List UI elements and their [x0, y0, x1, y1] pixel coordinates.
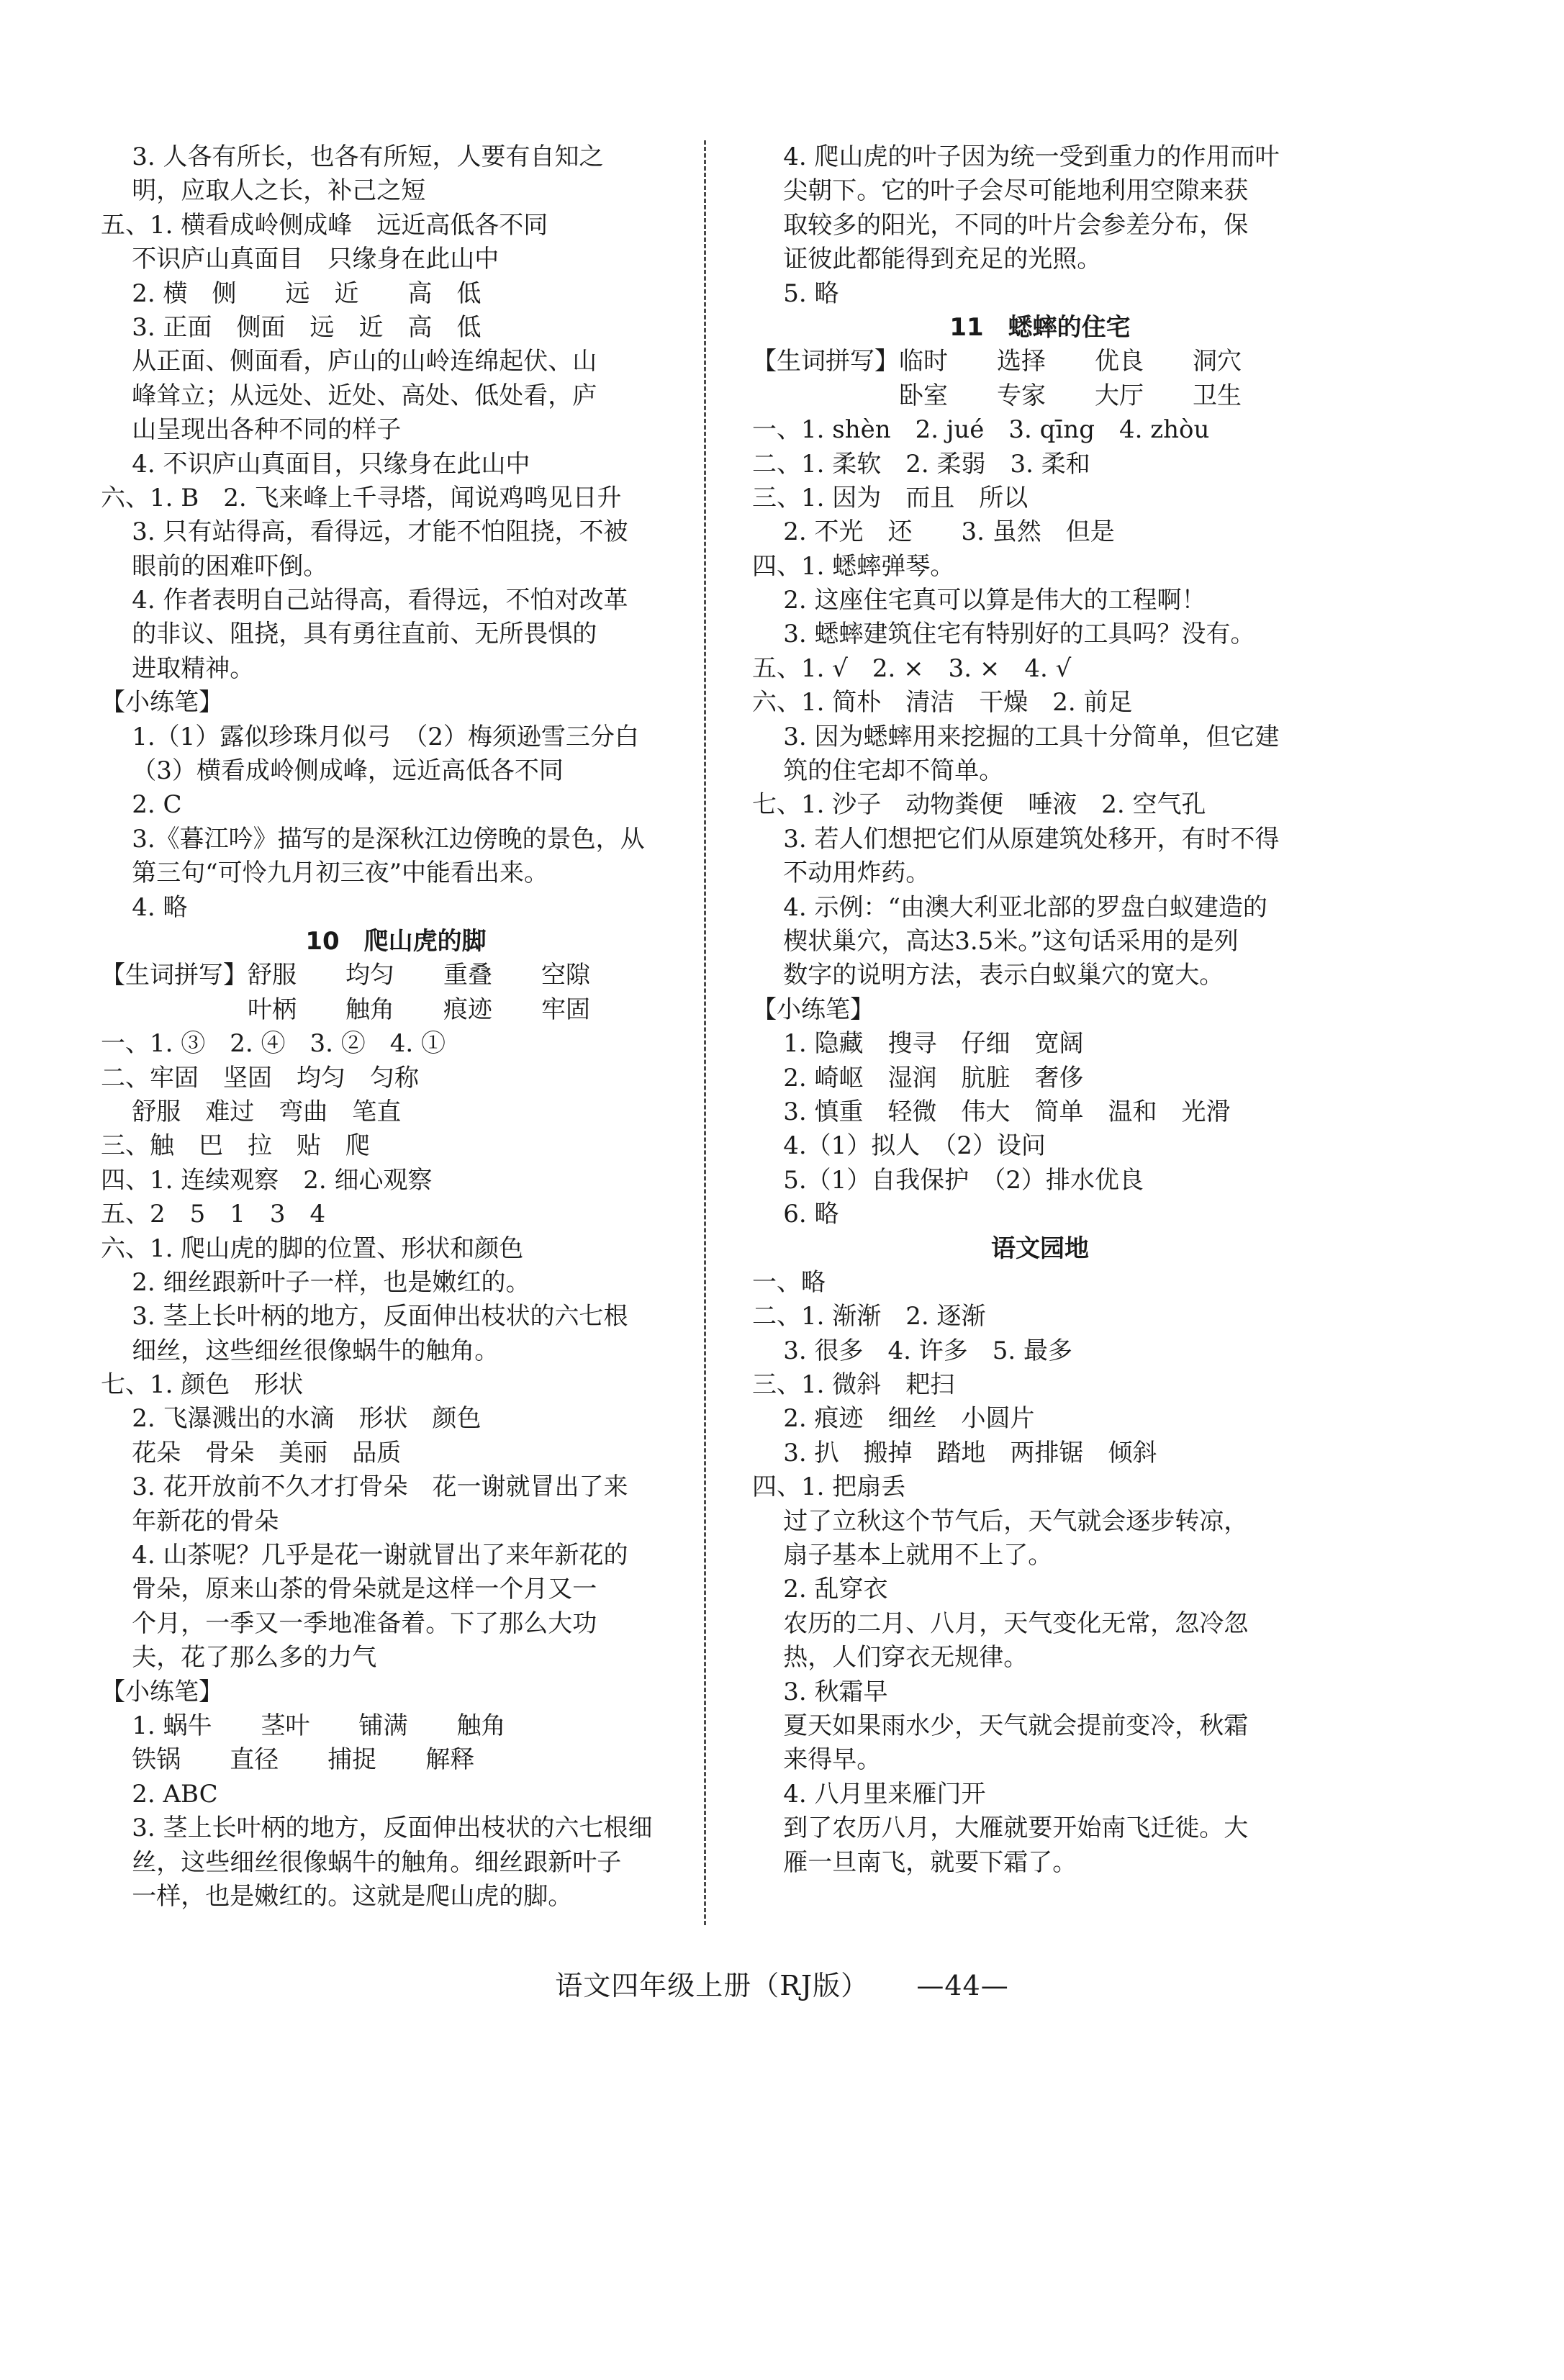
answer-line: （3）横看成岭侧成峰，远近高低各不同 — [101, 756, 564, 786]
answer-line: 不动用炸药。 — [752, 859, 931, 888]
answer-line: 2. 细丝跟新叶子一样，也是嫩红的。 — [101, 1267, 530, 1297]
answer-line: 眼前的困难吓倒。 — [101, 551, 328, 581]
answer-line: 山呈现出各种不同的样子 — [101, 415, 402, 445]
answer-line: 五、1. √ 2. × 3. × 4. √ — [752, 653, 1072, 683]
answer-line: 【小练笔】 — [101, 1677, 223, 1706]
answer-line: 5. 略 — [752, 279, 839, 308]
answer-line: 六、1. B 2. 飞来峰上千寻塔，闻说鸡鸣见日升 — [101, 483, 622, 512]
answer-line: 2. 这座住宅真可以算是伟大的工程啊！ — [752, 586, 1206, 615]
answer-line: 四、1. 把扇丢 — [752, 1472, 906, 1502]
footer-book-title: 语文四年级上册（RJ版） — [555, 1970, 869, 2001]
answer-line: 第三句“可怜九月初三夜”中能看出来。 — [101, 859, 548, 888]
answer-line: 2. ABC — [101, 1779, 218, 1809]
answer-line: 2. 不光 还 3. 虽然 但是 — [752, 517, 1115, 547]
answer-line: 【小练笔】 — [752, 995, 874, 1024]
answer-line: 3. 花开放前不久才打骨朵 花一谢就冒出了来 — [101, 1472, 628, 1502]
answer-line: 一、1. ③ 2. ④ 3. ② 4. ① — [101, 1029, 446, 1059]
answer-line: 热，人们穿衣无规律。 — [752, 1643, 1029, 1673]
page-footer — [0, 1963, 1564, 2003]
answer-line: 一样，也是嫩红的。这就是爬山虎的脚。 — [101, 1881, 573, 1911]
answer-line: 4. 不识庐山真面目，只缘身在此山中 — [101, 449, 530, 479]
answer-line: 4. 山茶呢？几乎是花一谢就冒出了来年新花的 — [101, 1541, 628, 1570]
answer-line: 3. 蟋蟀建筑住宅有特别好的工具吗？没有。 — [752, 620, 1255, 649]
answer-line: 数字的说明方法，表示白蚁巢穴的宽大。 — [752, 961, 1224, 990]
answer-line: 【小练笔】 — [101, 688, 223, 718]
answer-line: 扇子基本上就用不上了。 — [752, 1541, 1053, 1570]
answer-line: 3. 扒 搬掉 踏地 两排锯 倾斜 — [752, 1438, 1157, 1467]
answer-line: 3. 正面 侧面 远 近 高 低 — [101, 312, 482, 342]
answer-line: 1. 蜗牛 茎叶 铺满 触角 — [101, 1711, 506, 1740]
answer-line: 3. 慎重 轻微 伟大 简单 温和 光滑 — [752, 1097, 1231, 1126]
answer-line: 4. 八月里来雁门开 — [752, 1779, 986, 1809]
answer-line: 二、牢固 坚固 均匀 匀称 — [101, 1063, 419, 1092]
answer-line: 3. 秋霜早 — [752, 1677, 888, 1706]
answer-line: 骨朵，原来山茶的骨朵就是这样一个月又一 — [101, 1575, 597, 1604]
answer-line: 花朵 骨朵 美丽 品质 — [101, 1438, 402, 1467]
answer-line: 二、1. 渐渐 2. 逐渐 — [752, 1302, 986, 1331]
answer-line: 3. 只有站得高，看得远，才能不怕阻挠，不被 — [101, 517, 628, 547]
answer-line: 四、1. 蟋蟀弹琴。 — [752, 551, 955, 581]
answer-line: 二、1. 柔软 2. 柔弱 3. 柔和 — [752, 449, 1090, 479]
answer-line: 雁一旦南飞，就要下霜了。 — [752, 1847, 1077, 1877]
answer-line: 5.（1）自我保护 （2）排水优良 — [752, 1165, 1144, 1195]
answer-line: 楔状巢穴，高达3.5米。”这句话采用的是列 — [752, 926, 1239, 956]
answer-line: 2. 飞瀑溅出的水滴 形状 颜色 — [101, 1404, 482, 1434]
answer-line: 夫，花了那么多的力气 — [101, 1643, 377, 1673]
answer-line: 叶柄 触角 痕迹 牢固 — [101, 995, 590, 1024]
answer-line: 五、1. 横看成岭侧成峰 远近高低各不同 — [101, 210, 548, 240]
answer-line: 七、1. 沙子 动物粪便 唾液 2. 空气孔 — [752, 790, 1206, 820]
answer-line: 舒服 难过 弯曲 笔直 — [101, 1097, 402, 1126]
answer-line: 五、2 5 1 3 4 — [101, 1200, 326, 1229]
answer-line: 1.（1）露似珍珠月似弓 （2）梅须逊雪三分白 — [101, 722, 639, 751]
answer-line: 明，应取人之长，补己之短 — [101, 176, 426, 206]
answer-line: 【生词拼写】临时 选择 优良 洞穴 — [752, 347, 1242, 376]
answer-line: 取较多的阳光，不同的叶片会参差分布，保 — [752, 210, 1249, 240]
answer-line: 【生词拼写】舒服 均匀 重叠 空隙 — [101, 961, 590, 990]
answer-line: 筑的住宅却不简单。 — [752, 756, 1004, 786]
answer-line: 从正面、侧面看，庐山的山岭连绵起伏、山 — [101, 347, 597, 376]
answer-line: 不识庐山真面目 只缘身在此山中 — [101, 245, 500, 274]
answer-line: 4. 爬山虎的叶子因为统一受到重力的作用而叶 — [752, 142, 1280, 171]
answer-line: 农历的二月、八月，天气变化无常，忽冷忽 — [752, 1608, 1249, 1638]
answer-line: 尖朝下。它的叶子会尽可能地利用空隙来获 — [752, 176, 1249, 206]
answer-line: 六、1. 爬山虎的脚的位置、形状和颜色 — [101, 1234, 524, 1263]
answer-line: 4.（1）拟人 （2）设问 — [752, 1131, 1046, 1161]
answer-line: 2. 横 侧 远 近 高 低 — [101, 279, 482, 308]
answer-line: 卧室 专家 大厅 卫生 — [752, 381, 1242, 410]
footer-page-number: —44— — [916, 1970, 1009, 2001]
answer-line: 四、1. 连续观察 2. 细心观察 — [101, 1165, 433, 1195]
section-title: 语文园地 — [991, 1234, 1089, 1263]
answer-line: 3. 人各有所长，也各有所短，人要有自知之 — [101, 142, 604, 171]
column-divider — [704, 140, 706, 1925]
answer-line: 1. 隐藏 搜寻 仔细 宽阔 — [752, 1029, 1084, 1059]
answer-line: 六、1. 简朴 清洁 干燥 2. 前足 — [752, 688, 1133, 718]
answer-line: 进取精神。 — [101, 653, 255, 683]
answer-line: 年新花的骨朵 — [101, 1506, 279, 1536]
answer-line: 三、触 巴 拉 贴 爬 — [101, 1131, 370, 1161]
answer-line: 4. 略 — [101, 892, 188, 922]
answer-line: 铁锅 直径 捕捉 解释 — [101, 1745, 475, 1775]
answer-line: 3. 因为蟋蟀用来挖掘的工具十分简单，但它建 — [752, 722, 1280, 751]
answer-line: 3.《暮江吟》描写的是深秋江边傍晚的景色，从 — [101, 824, 645, 854]
answer-line: 七、1. 颜色 形状 — [101, 1370, 304, 1400]
answer-line: 一、略 — [752, 1267, 826, 1297]
answer-line: 3. 很多 4. 许多 5. 最多 — [752, 1336, 1072, 1365]
answer-line: 一、1. shèn 2. jué 3. qīng 4. zhòu — [752, 415, 1210, 445]
answer-line: 2. 乱穿衣 — [752, 1575, 888, 1604]
section-title: 10 爬山虎的脚 — [305, 926, 487, 956]
answer-line: 来得早。 — [752, 1745, 882, 1775]
answer-line: 三、1. 因为 而且 所以 — [752, 483, 1029, 512]
answer-line: 3. 茎上长叶柄的地方，反面伸出枝状的六七根 — [101, 1302, 628, 1331]
answer-line: 个月，一季又一季地准备着。下了那么大功 — [101, 1608, 597, 1638]
answer-line: 2. 崎岖 湿润 肮脏 奢侈 — [752, 1063, 1084, 1092]
answer-line: 丝，这些细丝很像蜗牛的触角。细丝跟新叶子 — [101, 1847, 622, 1877]
left-column — [101, 140, 691, 1914]
answer-line: 3. 若人们想把它们从原建筑处移开，有时不得 — [752, 824, 1280, 854]
answer-line: 的非议、阻挠，具有勇往直前、无所畏惧的 — [101, 620, 597, 649]
answer-line: 三、1. 微斜 耙扫 — [752, 1370, 955, 1400]
answer-line: 夏天如果雨水少，天气就会提前变冷，秋霜 — [752, 1711, 1249, 1740]
answer-line: 过了立秋这个节气后，天气就会逐步转凉， — [752, 1506, 1249, 1536]
section-title: 11 蟋蟀的住宅 — [949, 312, 1131, 342]
answer-line: 3. 茎上长叶柄的地方，反面伸出枝状的六七根细 — [101, 1814, 653, 1843]
answer-line: 到了农历八月，大雁就要开始南飞迁徙。大 — [752, 1814, 1249, 1843]
answer-line: 6. 略 — [752, 1200, 839, 1229]
answer-line: 细丝，这些细丝很像蜗牛的触角。 — [101, 1336, 500, 1365]
answer-line: 4. 示例：“由澳大利亚北部的罗盘白蚁建造的 — [752, 892, 1267, 922]
answer-line: 2. 痕迹 细丝 小圆片 — [752, 1404, 1035, 1434]
answer-line: 2. C — [101, 790, 182, 820]
right-column — [752, 140, 1328, 1880]
answer-line: 4. 作者表明自己站得高，看得远，不怕对改革 — [101, 586, 628, 615]
answer-line: 证彼此都能得到充足的光照。 — [752, 245, 1102, 274]
answer-line: 峰耸立；从远处、近处、高处、低处看，庐 — [101, 381, 597, 410]
